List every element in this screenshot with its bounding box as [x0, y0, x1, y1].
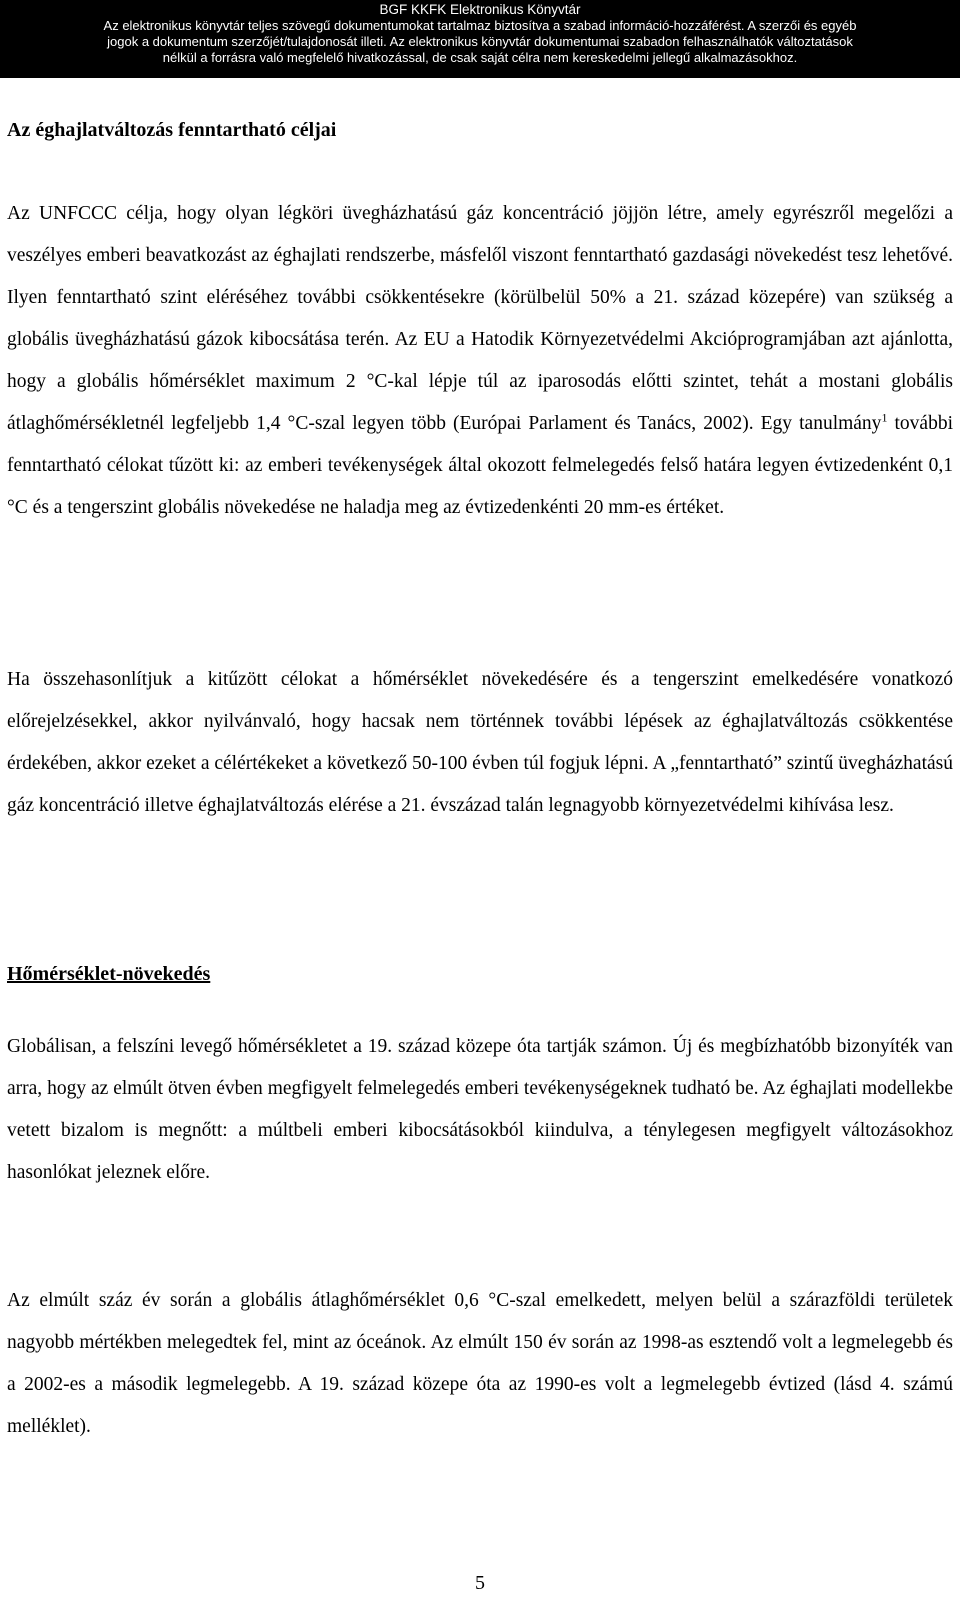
paragraph-text: Az UNFCCC célja, hogy olyan légköri üvegházhatású gáz koncentráció jöjjön létre, amely egyrészről megelőzi a veszélyes emberi beavatkozást az éghajlati rendszerbe, másfelől viszont fenntartható gazdasági növekedést tesz lehetővé. Ilyen fenntartható szint eléréséhez további csökkentésekre (körülbelül 50% a 21. század közepére) van szükség a globális üvegházhatású gázok kibocsátása terén. Az EU a Hatodik Környezetvédelmi Akcióprogramjában azt ajánlotta, hogy a globális hőmérséklet maximum 2 °C-kal lépje túl az iparosodás előtti szintet, tehát a mostani globális átlaghőmérsékletnél legfeljebb 1,4 °C-szal legyen több (Európai Parlament és Tanács, 2002). Egy tanulmány — [7, 203, 953, 434]
subheading-temperature: Hőmérséklet-növekedés — [7, 963, 211, 985]
banner-title: BGF KKFK Elektronikus Könyvtár — [379, 2, 581, 17]
paragraph-last-century: Az elmúlt száz év során a globális átlaghőmérséklet 0,6 °C-szal emelkedett, melyen belül a szárazföldi területek nagyobb mértékben melegedtek fel, mint az óceánok. Az elmúlt 150 év során az 1998-as esztendő volt a legmelegebb és a 2002-es a második legmelegebb. A 19. század közepe óta az 1990-es volt a legmelegebb évtized (lásd 4. számú melléklet). — [7, 1290, 953, 1437]
section-title: Az éghajlatváltozás fenntartható céljai — [7, 119, 337, 141]
page-number: 5 — [475, 1572, 485, 1594]
banner-line-3: nélkül a forrásra való megfelelő hivatkozással, de csak saját célra nem kereskedelmi jellegű alkalmazásokhoz. — [162, 50, 798, 65]
banner-line-2: jogok a dokumentum szerzőjét/tulajdonosát illeti. Az elektronikus könyvtár dokumentumai szabadon felhasználhatók változtatások — [107, 34, 853, 49]
paragraph-unfccc-goals — [7, 193, 953, 529]
paragraph-comparison: Ha összehasonlítjuk a kitűzött célokat a hőmérséklet növekedésére és a tengerszint emelkedésére vonatkozó előrejelzésekkel, akkor nyilvánvaló, hogy hacsak nem történnek további lépések az éghajlatváltozás csökkentése érdekében, akkor ezeket a célértékeket a következő 50-100 évben túl fogjuk lépni. A „fenntartható” szintű üvegházhatású gáz koncentráció illetve éghajlatváltozás elérése a 21. évszázad talán legnagyobb környezetvédelmi kihívása lesz. — [7, 669, 953, 816]
paragraph-text: további fenntartható célokat tűzött ki: az emberi tevékenységek által okozott felmelegedés felső határa legyen évtizedenként 0,1 °C és a tengerszint globális növekedése ne haladja meg az évtizedenkénti 20 mm-es értéket. — [7, 413, 953, 518]
library-banner — [0, 0, 960, 78]
paragraph-global-temperature: Globálisan, a felszíni levegő hőmérsékletet a 19. század közepe óta tartják számon. Új és megbízhatóbb bizonyíték van arra, hogy az elmúlt ötven évben megfigyelt felmelegedés emberi tevékenységeknek tudható be. Az éghajlati modellekbe vetett bizalom is megnőtt: a múltbeli emberi kibocsátásokból kiindulva, a ténylegesen megfigyelt változásokhoz hasonlókat jeleznek előre. — [7, 1036, 953, 1183]
footnote-marker: 1 — [881, 410, 888, 425]
banner-line-1: Az elektronikus könyvtár teljes szövegű dokumentumokat tartalmaz biztosítva a szabad információ-hozzáférést. A szerzői és egyéb — [103, 18, 857, 33]
